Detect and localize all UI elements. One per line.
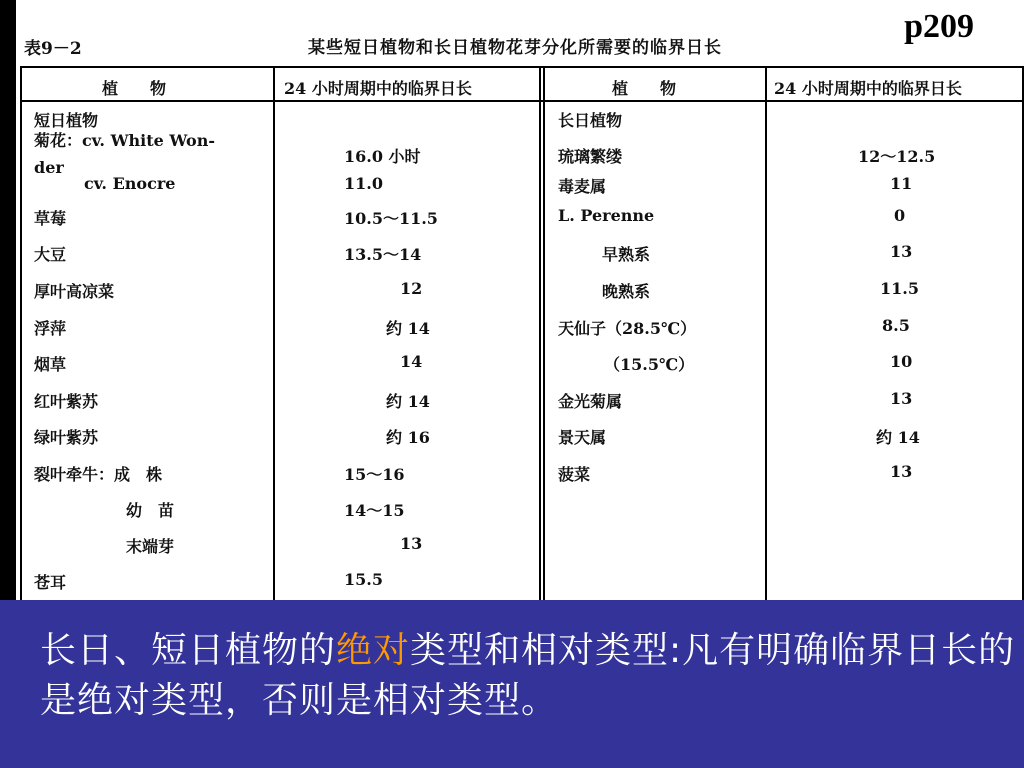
center-double-rule: [539, 66, 545, 600]
left-value-cell: 13.5～14: [344, 245, 422, 264]
left-plant-cell: 厚叶高凉菜: [34, 282, 115, 301]
left-value-cell: 15.5: [344, 570, 383, 589]
right-plant-cell: 早熟系: [602, 245, 651, 264]
table-title: 某些短日植物和长日植物花芽分化所需要的临界日长: [308, 38, 722, 58]
left-value-cell: 14～15: [344, 501, 405, 520]
left-value-cell: 约 14: [386, 392, 430, 411]
left-value-cell: 约 16: [386, 428, 430, 447]
right-plant-cell: 晚熟系: [602, 282, 651, 301]
right-plant-cell: 天仙子（28.5℃）: [558, 319, 697, 338]
right-value-cell: 0: [894, 206, 906, 225]
right-value-cell: 8.5: [882, 316, 910, 335]
left-value-cell: 10.5～11.5: [344, 209, 438, 228]
header-plant-left: 植 物: [102, 79, 167, 98]
right-value-cell: 约 14: [876, 428, 920, 447]
right-value-cell: 12～12.5: [858, 147, 936, 166]
table-top-rule: [20, 66, 1024, 68]
right-plant-cell: 长日植物: [558, 111, 623, 130]
right-plant-cell: L. Perenne: [558, 206, 655, 225]
left-value-cell: 11.0: [344, 174, 383, 193]
left-plant-cell: 绿叶紫苏: [34, 428, 99, 447]
left-value-cell: 14: [400, 352, 423, 371]
left-plant-cell: 裂叶牵牛：成 株: [34, 465, 163, 484]
right-value-cell: 11.5: [880, 279, 919, 298]
summary-note: [40, 626, 1020, 726]
left-plant-cell: 菊花：cv. White Won-: [34, 131, 216, 150]
left-plant-cell: 烟草: [34, 355, 67, 374]
left-plant-cell: 大豆: [34, 245, 67, 264]
left-plant-cell: 浮萍: [34, 319, 67, 338]
left-plant-cell: 幼 苗: [126, 501, 175, 520]
daylength-table: [20, 66, 1024, 600]
header-daylength-left: 24 小时周期中的临界日长: [284, 79, 472, 98]
page-reference: p209: [904, 8, 974, 45]
left-plant-cell: 末端芽: [126, 537, 175, 556]
right-plant-cell: （15.5℃）: [604, 355, 695, 374]
right-value-cell: 13: [890, 462, 913, 481]
left-plant-cell: 苍耳: [34, 573, 67, 592]
right-plant-cell: 毒麦属: [558, 177, 607, 196]
left-plant-cell: 草莓: [34, 209, 67, 228]
column-rule: [273, 66, 275, 600]
header-rule: [20, 100, 1024, 102]
right-value-cell: 13: [890, 389, 913, 408]
right-plant-cell: 琉璃繁缕: [558, 147, 623, 166]
header-plant-right: 植 物: [612, 79, 677, 98]
right-plant-cell: 金光菊属: [558, 392, 623, 411]
note-highlight: 绝对: [336, 630, 411, 671]
left-plant-cell: 红叶紫苏: [34, 392, 99, 411]
left-value-cell: 13: [400, 534, 423, 553]
left-value-cell: 12: [400, 279, 423, 298]
note-text: 类型和相对类型:凡有明确临界日长的是绝对类型，否则是相对类型。: [40, 630, 1016, 721]
page-edge-bar: [0, 0, 16, 600]
right-plant-cell: 景天属: [558, 428, 607, 447]
right-value-cell: 13: [890, 242, 913, 261]
left-value-cell: 约 14: [386, 319, 430, 338]
left-plant-cell: 短日植物: [34, 111, 99, 130]
column-rule: [20, 66, 22, 600]
column-rule: [765, 66, 767, 600]
left-value-cell: 16.0 小时: [344, 147, 421, 166]
left-plant-cell: der: [34, 158, 64, 177]
header-daylength-right: 24 小时周期中的临界日长: [774, 79, 962, 98]
right-value-cell: 11: [890, 174, 913, 193]
note-text: 长日、短日植物的: [40, 630, 337, 671]
right-plant-cell: 菠菜: [558, 465, 591, 484]
left-plant-cell: cv. Enocre: [84, 174, 176, 193]
right-value-cell: 10: [890, 352, 913, 371]
table-number: 表9－2: [24, 39, 82, 59]
left-value-cell: 15～16: [344, 465, 405, 484]
